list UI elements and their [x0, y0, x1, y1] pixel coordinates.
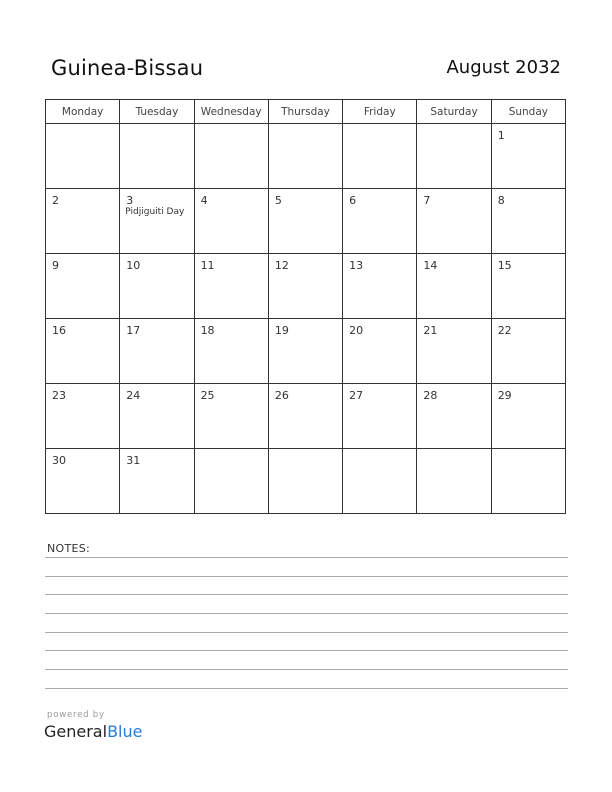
day-cell-13: [343, 254, 417, 319]
weekday-saturday: Saturday: [417, 100, 491, 124]
empty-day-cell: [194, 124, 268, 189]
day-cell-8: [491, 189, 565, 254]
day-cell-3: [120, 189, 194, 254]
day-cell-18: [194, 319, 268, 384]
calendar-week-row: [46, 254, 566, 319]
day-number: 23: [52, 389, 66, 402]
day-number: 22: [497, 324, 512, 337]
day-cell-5: [268, 189, 342, 254]
day-number: 5: [274, 194, 282, 207]
weekday-header-row: [46, 100, 566, 124]
notes-line: [45, 594, 568, 595]
empty-day-cell: [268, 449, 342, 514]
notes-line: [45, 650, 568, 651]
empty-day-cell: [268, 124, 342, 189]
day-number: 18: [200, 324, 215, 337]
notes-line: [45, 632, 568, 633]
day-number: 21: [423, 324, 438, 337]
day-number: 29: [497, 389, 512, 402]
calendar-week-row: [46, 124, 566, 189]
day-number: 15: [497, 259, 512, 272]
empty-day-cell: [417, 449, 491, 514]
empty-day-cell: [343, 449, 417, 514]
weekday-friday: Friday: [343, 100, 417, 124]
day-number: 20: [349, 324, 364, 337]
day-number: 16: [52, 324, 66, 337]
day-cell-19: [268, 319, 342, 384]
empty-day-cell: [417, 124, 491, 189]
day-number: 7: [423, 194, 431, 207]
day-number: 3: [126, 194, 134, 207]
weekday-wednesday: Wednesday: [194, 100, 268, 124]
notes-line: [45, 557, 568, 558]
day-number: 27: [349, 389, 364, 402]
day-cell-30: [46, 449, 120, 514]
empty-day-cell: [343, 124, 417, 189]
day-number: 25: [200, 389, 215, 402]
day-cell-6: [343, 189, 417, 254]
day-cell-31: [120, 449, 194, 514]
empty-day-cell: [194, 449, 268, 514]
day-number: 30: [52, 454, 66, 467]
day-cell-24: [120, 384, 194, 449]
day-cell-28: [417, 384, 491, 449]
day-number: 9: [52, 259, 59, 272]
day-cell-11: [194, 254, 268, 319]
day-number: 6: [349, 194, 357, 207]
brand-blue: Blue: [107, 722, 143, 741]
calendar-week-row: [46, 189, 566, 254]
notes-line: [45, 576, 568, 577]
day-number: 8: [497, 194, 505, 207]
day-number: 28: [423, 389, 438, 402]
day-cell-16: [46, 319, 120, 384]
day-number: 1: [497, 129, 505, 142]
day-number: 2: [52, 194, 59, 207]
day-cell-7: [417, 189, 491, 254]
day-cell-10: [120, 254, 194, 319]
day-cell-29: [491, 384, 565, 449]
day-cell-12: [268, 254, 342, 319]
day-cell-23: [46, 384, 120, 449]
generalblue-logo: [44, 722, 142, 741]
day-number: 31: [126, 454, 141, 467]
day-number: 4: [200, 194, 208, 207]
empty-day-cell: [46, 124, 120, 189]
day-cell-20: [343, 319, 417, 384]
notes-line: [45, 688, 568, 689]
day-cell-9: [46, 254, 120, 319]
day-number: 10: [126, 259, 141, 272]
calendar-week-row: [46, 449, 566, 514]
day-number: 11: [200, 259, 215, 272]
empty-day-cell: [120, 124, 194, 189]
notes-line: [45, 669, 568, 670]
day-cell-15: [491, 254, 565, 319]
day-cell-1: [491, 124, 565, 189]
day-number: 13: [349, 259, 364, 272]
holiday-label: Pidjiguiti Day: [125, 207, 185, 217]
notes-label: NOTES:: [47, 542, 91, 555]
weekday-thursday: Thursday: [268, 100, 342, 124]
day-number: 19: [274, 324, 289, 337]
calendar-country-title: Guinea-Bissau: [51, 56, 204, 80]
day-number: 12: [274, 259, 289, 272]
weekday-monday: Monday: [46, 100, 120, 124]
day-cell-17: [120, 319, 194, 384]
day-cell-4: [194, 189, 268, 254]
day-number: 24: [126, 389, 141, 402]
calendar-week-row: [46, 319, 566, 384]
calendar-month-title: August 2032: [446, 57, 561, 78]
calendar-grid: [45, 99, 566, 514]
empty-day-cell: [491, 449, 565, 514]
day-cell-2: [46, 189, 120, 254]
day-cell-26: [268, 384, 342, 449]
brand-general: General: [44, 722, 108, 741]
calendar-week-row: [46, 384, 566, 449]
day-cell-27: [343, 384, 417, 449]
day-cell-25: [194, 384, 268, 449]
weekday-tuesday: Tuesday: [120, 100, 194, 124]
day-number: 26: [274, 389, 289, 402]
day-number: 17: [126, 324, 141, 337]
day-cell-22: [491, 319, 565, 384]
notes-line: [45, 613, 568, 614]
day-cell-21: [417, 319, 491, 384]
powered-by-text: powered by: [47, 710, 105, 720]
weekday-sunday: Sunday: [491, 100, 565, 124]
day-cell-14: [417, 254, 491, 319]
day-number: 14: [423, 259, 438, 272]
